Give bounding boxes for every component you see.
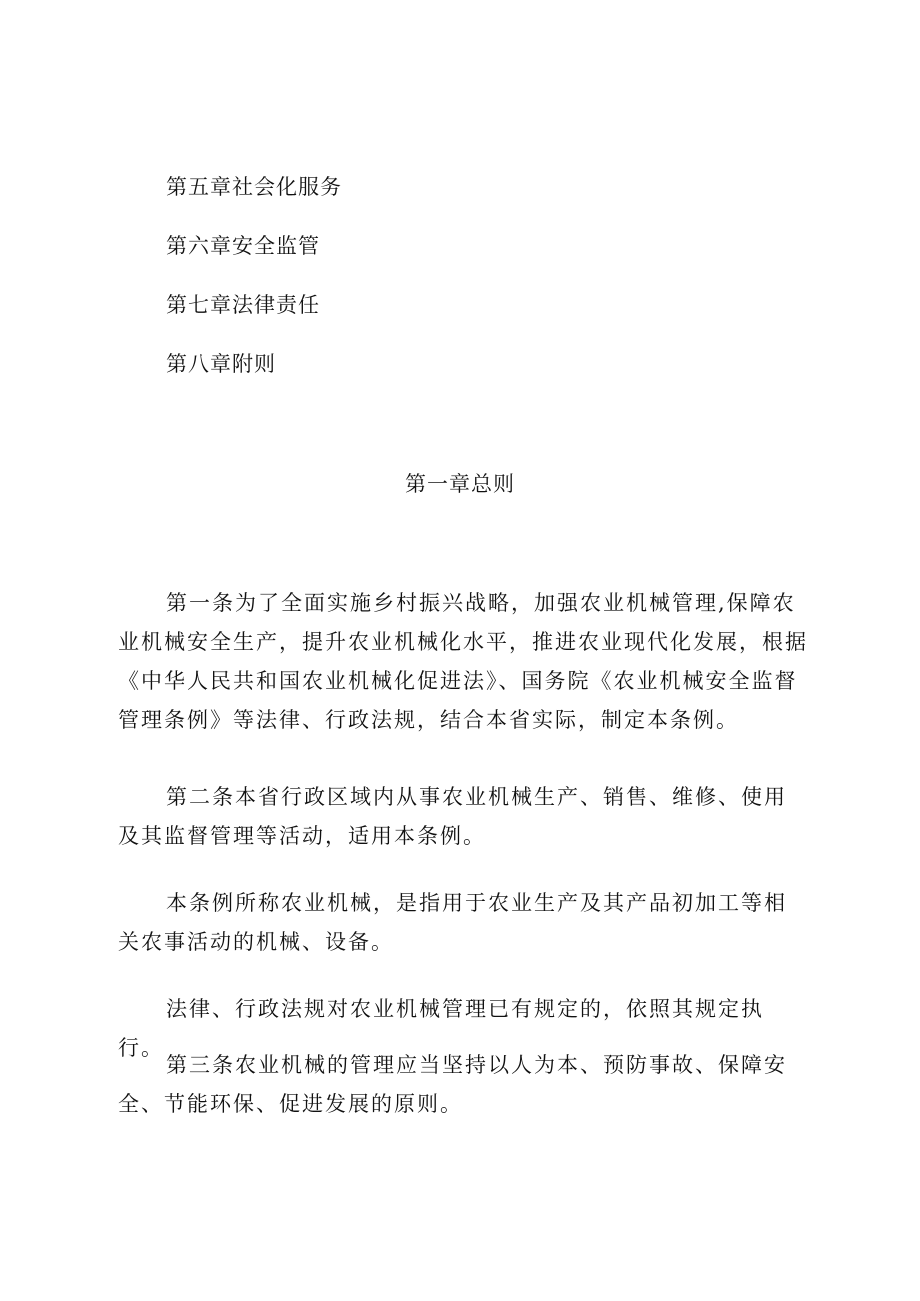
chapter-title: 第一章总则 [405, 472, 515, 496]
toc-item-chapter-6: 第六章安全监管 [166, 234, 320, 258]
article-2-paragraph: 第二条本省行政区域内从事农业机械生产、销售、维修、使用及其监督管理等活动，适用本条例。 [118, 785, 787, 848]
toc-item-chapter-5: 第五章社会化服务 [166, 175, 342, 199]
toc-item-chapter-7: 第七章法律责任 [166, 293, 320, 317]
toc-item-chapter-8: 第八章附则 [166, 352, 276, 376]
article-1-paragraph: 第一条为了全面实施乡村振兴战略，加强农业机械管理,保障农业机械安全生产，提升农业机械化水平，推进农业现代化发展，根据《中华人民共和国农业机械化促进法》、国务院《农业机械安全监督管理条例》等法律、行政法规，结合本省实际，制定本条例。 [118, 591, 808, 732]
article-2-definition-paragraph: 本条例所称农业机械，是指用于农业生产及其产品初加工等相关农事活动的机械、设备。 [118, 891, 787, 954]
article-2-legal-reference-paragraph: 法律、行政法规对农业机械管理已有规定的，依照其规定执行。 [118, 997, 764, 1060]
article-3-paragraph: 第三条农业机械的管理应当坚持以人为本、预防事故、保障安全、节能环保、促进发展的原则。 [118, 1053, 787, 1116]
